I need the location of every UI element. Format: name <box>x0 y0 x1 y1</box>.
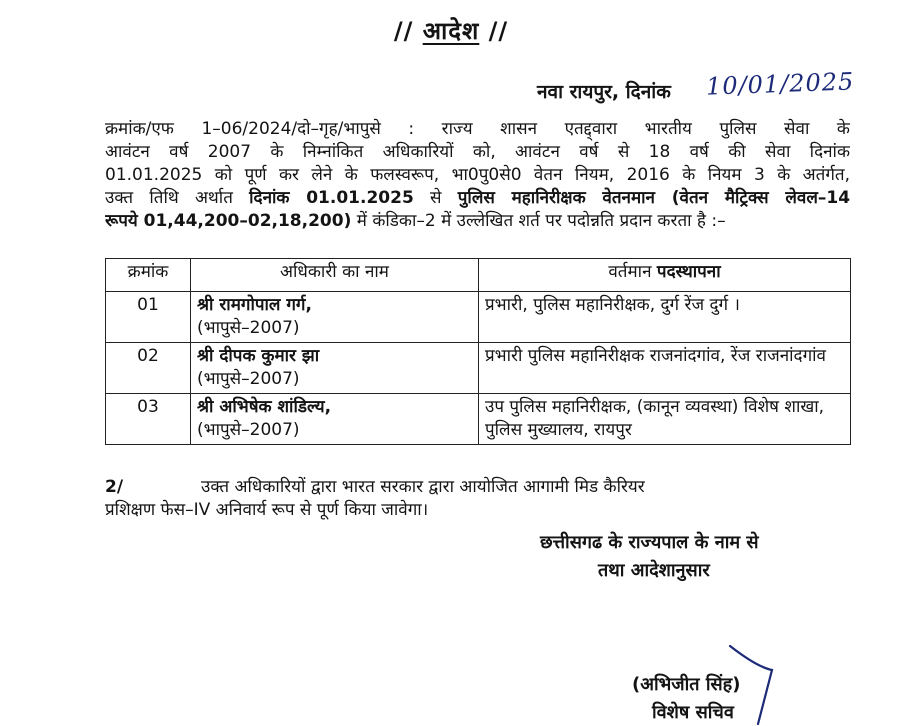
row-posting: प्रभारी पुलिस महानिरीक्षक राजनांदगांव, रेंज राजनांदगांव <box>479 343 851 394</box>
officer-name: श्री दीपक कुमार झा <box>197 346 320 366</box>
title-suffix: // <box>488 17 509 45</box>
handwritten-date: 10/01/2025 <box>705 67 855 101</box>
header-posting-current: वर्तमान <box>608 262 652 282</box>
authority-line-1: छत्तीसगढ के राज्यपाल के नाम से <box>540 532 759 553</box>
line5-pay-range: रूपये 01,44,200–02,18,200) <box>105 211 352 231</box>
signatory-name: (अभिजीत सिंह) <box>632 674 741 695</box>
line4-prefix: उक्त तिथि अर्थात <box>105 188 233 208</box>
authority-line-2: तथा आदेशानुसार <box>598 560 710 581</box>
row-officer <box>191 343 479 394</box>
paragraph-number: 2/ <box>105 477 124 497</box>
row-serial: 01 <box>106 292 191 343</box>
line5-rest: में कंडिका–2 में उल्लेखित शर्त पर पदोन्नति प्रदान करता है :– <box>356 211 726 231</box>
order-title <box>0 14 902 47</box>
header-posting <box>479 259 851 292</box>
row-posting: प्रभारी, पुलिस महानिरीक्षक, दुर्ग रेंज दुर्ग । <box>479 292 851 343</box>
row-officer <box>191 394 479 445</box>
order-paragraph-2 <box>105 476 850 522</box>
line4-scale: पुलिस महानिरीक्षक वेतनमान (वेतन मैट्रिक्स लेवल–14 <box>457 188 850 208</box>
officer-name: श्री रामगोपाल गर्ग, <box>197 295 312 315</box>
para2-line1: उक्त अधिकारियों द्वारा भारत सरकार द्वारा आयोजित आगामी मिड कैरियर <box>201 477 645 497</box>
row-posting: उप पुलिस महानिरीक्षक, (कानून व्यवस्था) विशेष शाखा, पुलिस मुख्यालय, रायपुर <box>479 394 851 445</box>
table-row <box>106 292 851 343</box>
row-officer <box>191 292 479 343</box>
title-text: आदेश <box>422 17 480 45</box>
place-date-label: नवा रायपुर, दिनांक <box>537 81 671 103</box>
row-serial: 02 <box>106 343 191 394</box>
paragraph-line <box>105 187 850 210</box>
paragraph-line: 01.01.2025 को पूर्ण कर लेने के फलस्वरूप, भा0पु0से0 वेतन नियम, 2016 के नियम 3 के अतंर्गत, <box>105 165 850 185</box>
officer-service: (भापुसे–2007) <box>197 369 300 389</box>
officer-name: श्री अभिषेक शांडिल्य, <box>197 397 332 417</box>
row-serial: 03 <box>106 394 191 445</box>
header-posting-label: पदस्थापना <box>656 262 721 282</box>
table-header-row <box>106 259 851 292</box>
signatory-designation: विशेष सचिव <box>652 702 734 723</box>
paragraph-line <box>105 210 850 233</box>
title-prefix: // <box>393 17 414 45</box>
paragraph-line: प्रशिक्षण फेस–IV अनिवार्य रूप से पूर्ण किया जावेगा। <box>105 500 429 520</box>
table-row <box>106 343 851 394</box>
order-paragraph-1 <box>105 118 850 233</box>
line4-date: दिनांक 01.01.2025 <box>249 188 414 208</box>
paragraph-line: आवंटन वर्ष 2007 के निम्नांकित अधिकारियों को, आवंटन वर्ष से 18 वर्ष की सेवा दिनांक <box>105 142 850 162</box>
table-row <box>106 394 851 445</box>
line4-mid: से <box>430 188 442 208</box>
officer-service: (भापुसे–2007) <box>197 318 300 338</box>
paragraph-line: क्रमांक/एफ 1–06/2024/दो–गृह/भापुसे : राज्य शासन एतद्द्वारा भारतीय पुलिस सेवा के <box>105 119 850 139</box>
paragraph-line <box>105 476 850 499</box>
header-serial: क्रमांक <box>106 259 191 292</box>
officers-table <box>105 258 851 445</box>
officer-service: (भापुसे–2007) <box>197 420 300 440</box>
header-officer-name: अधिकारी का नाम <box>191 259 479 292</box>
